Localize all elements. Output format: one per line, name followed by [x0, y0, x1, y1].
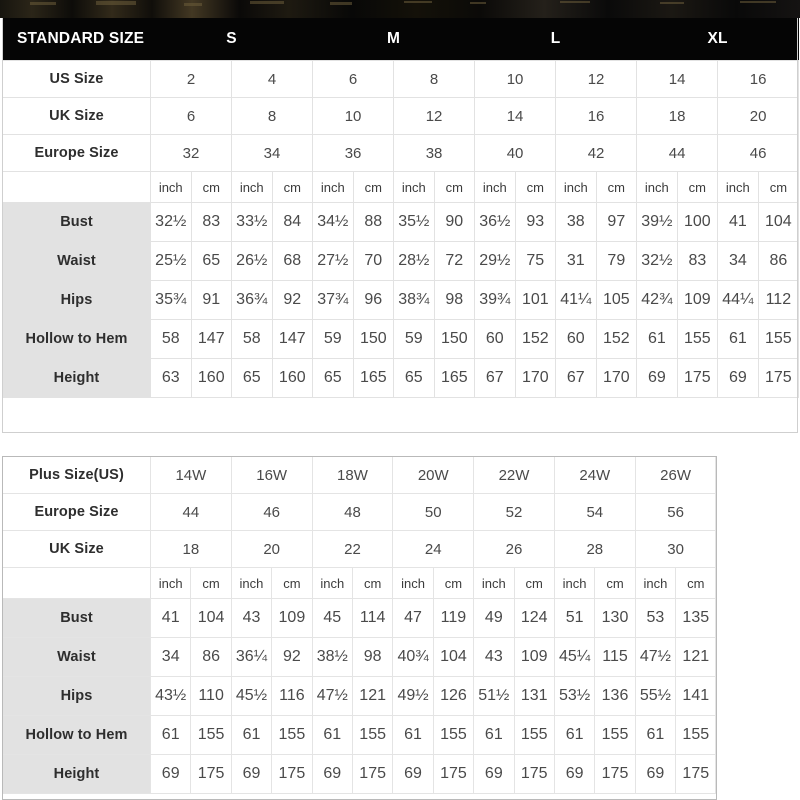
unit-cell: cm [433, 568, 473, 599]
cell: 36½ [475, 203, 516, 242]
cell: 45 [312, 599, 352, 638]
cell: 28½ [394, 242, 435, 281]
cell: 155 [676, 716, 716, 755]
cell: 68 [272, 242, 313, 281]
cell: 105 [596, 281, 637, 320]
cell: 160 [272, 359, 313, 398]
cell: 38½ [312, 638, 352, 677]
cell: 90 [434, 203, 475, 242]
cell: 135 [676, 599, 716, 638]
cell: 112 [758, 281, 799, 320]
cell: 86 [191, 638, 231, 677]
table-row [3, 494, 716, 531]
cell: 39¾ [475, 281, 516, 320]
table-row [3, 281, 799, 320]
table-row [3, 203, 799, 242]
size-group-m: M [313, 18, 475, 61]
cell: 155 [191, 716, 231, 755]
cell: 65 [394, 359, 435, 398]
standard-size-title: STANDARD SIZE [3, 18, 151, 61]
cell: 175 [758, 359, 799, 398]
unit-header-row [3, 172, 799, 203]
cell: 150 [434, 320, 475, 359]
cell: 34 [718, 242, 759, 281]
cell: 22W [474, 457, 555, 494]
size-group-s: S [151, 18, 313, 61]
unit-cell: cm [596, 172, 637, 203]
unit-cell: cm [272, 172, 313, 203]
unit-cell: cm [353, 172, 394, 203]
cell: 6 [313, 61, 394, 98]
cell: 170 [596, 359, 637, 398]
cell: 84 [272, 203, 313, 242]
cell: 72 [434, 242, 475, 281]
cell: 61 [554, 716, 594, 755]
row-label-hips: Hips [3, 281, 151, 320]
unit-cell: inch [393, 568, 433, 599]
cell: 175 [191, 755, 231, 794]
cell: 14 [475, 98, 556, 135]
cell: 104 [758, 203, 799, 242]
cell: 43 [474, 638, 514, 677]
cell: 61 [231, 716, 271, 755]
row-label-europe-size: Europe Size [3, 494, 151, 531]
unit-cell: inch [637, 172, 678, 203]
cell: 61 [635, 716, 675, 755]
cell: 175 [272, 755, 312, 794]
cell: 58 [151, 320, 192, 359]
cell: 34 [151, 638, 191, 677]
row-label-hips: Hips [3, 677, 151, 716]
cell: 24 [393, 531, 474, 568]
cell: 53½ [554, 677, 594, 716]
table-row [3, 135, 799, 172]
cell: 31 [556, 242, 597, 281]
cell: 14W [151, 457, 232, 494]
cell: 42 [556, 135, 637, 172]
standard-size-table [2, 18, 799, 398]
cell: 37¾ [313, 281, 354, 320]
cell: 35½ [394, 203, 435, 242]
cell: 75 [515, 242, 556, 281]
cell: 26½ [232, 242, 273, 281]
cell: 30 [635, 531, 716, 568]
cell: 39½ [637, 203, 678, 242]
unit-cell: inch [231, 568, 271, 599]
cell: 61 [312, 716, 352, 755]
cell: 43 [231, 599, 271, 638]
unit-header-row [3, 568, 716, 599]
cell: 59 [313, 320, 354, 359]
cell: 8 [232, 98, 313, 135]
cell: 61 [637, 320, 678, 359]
size-group-l: L [475, 18, 637, 61]
cell: 34½ [313, 203, 354, 242]
table-row [3, 638, 716, 677]
cell: 47½ [312, 677, 352, 716]
cell: 83 [677, 242, 718, 281]
cell: 50 [393, 494, 474, 531]
cell: 175 [676, 755, 716, 794]
photo-strip-remnant [0, 0, 800, 18]
cell: 147 [272, 320, 313, 359]
cell: 55½ [635, 677, 675, 716]
cell: 70 [353, 242, 394, 281]
row-label-waist: Waist [3, 638, 151, 677]
cell: 109 [514, 638, 554, 677]
cell: 150 [353, 320, 394, 359]
unit-cell: inch [151, 172, 192, 203]
cell: 175 [352, 755, 392, 794]
cell: 22 [312, 531, 393, 568]
cell: 16W [231, 457, 312, 494]
cell: 12 [394, 98, 475, 135]
unit-cell: cm [514, 568, 554, 599]
cell: 175 [433, 755, 473, 794]
cell: 54 [554, 494, 635, 531]
cell: 8 [394, 61, 475, 98]
cell: 24W [554, 457, 635, 494]
cell: 130 [595, 599, 635, 638]
cell: 160 [191, 359, 232, 398]
table-row [3, 242, 799, 281]
cell: 109 [677, 281, 718, 320]
cell: 69 [637, 359, 678, 398]
cell: 34 [232, 135, 313, 172]
cell: 155 [677, 320, 718, 359]
cell: 38¾ [394, 281, 435, 320]
cell: 20W [393, 457, 474, 494]
cell: 18 [151, 531, 232, 568]
cell: 65 [313, 359, 354, 398]
row-label-plus-size-us: Plus Size(US) [3, 457, 151, 494]
cell: 38 [394, 135, 475, 172]
cell: 6 [151, 98, 232, 135]
cell: 40¾ [393, 638, 433, 677]
unit-cell: cm [352, 568, 392, 599]
cell: 51½ [474, 677, 514, 716]
cell: 33½ [232, 203, 273, 242]
table-row [3, 599, 716, 638]
cell: 104 [191, 599, 231, 638]
row-label-empty [3, 568, 151, 599]
unit-cell: cm [677, 172, 718, 203]
cell: 69 [312, 755, 352, 794]
cell: 26 [474, 531, 555, 568]
cell: 155 [595, 716, 635, 755]
cell: 59 [394, 320, 435, 359]
cell: 53 [635, 599, 675, 638]
cell: 104 [433, 638, 473, 677]
cell: 121 [676, 638, 716, 677]
unit-cell: cm [272, 568, 312, 599]
cell: 61 [393, 716, 433, 755]
row-label-bust: Bust [3, 203, 151, 242]
cell: 121 [352, 677, 392, 716]
cell: 46 [718, 135, 799, 172]
unit-cell: cm [515, 172, 556, 203]
cell: 48 [312, 494, 393, 531]
unit-cell: cm [758, 172, 799, 203]
cell: 49½ [393, 677, 433, 716]
cell: 155 [272, 716, 312, 755]
cell: 41¼ [556, 281, 597, 320]
cell: 41 [151, 599, 191, 638]
cell: 61 [151, 716, 191, 755]
unit-cell: inch [312, 568, 352, 599]
cell: 97 [596, 203, 637, 242]
cell: 96 [353, 281, 394, 320]
cell: 58 [232, 320, 273, 359]
cell: 36¾ [232, 281, 273, 320]
table-row [3, 359, 799, 398]
cell: 61 [718, 320, 759, 359]
cell: 60 [556, 320, 597, 359]
cell: 32½ [151, 203, 192, 242]
cell: 165 [353, 359, 394, 398]
cell: 69 [474, 755, 514, 794]
cell: 175 [677, 359, 718, 398]
cell: 88 [353, 203, 394, 242]
unit-cell: inch [151, 568, 191, 599]
cell: 36 [313, 135, 394, 172]
cell: 32 [151, 135, 232, 172]
cell: 69 [635, 755, 675, 794]
cell: 91 [191, 281, 232, 320]
cell: 69 [718, 359, 759, 398]
cell: 4 [232, 61, 313, 98]
unit-cell: inch [475, 172, 516, 203]
cell: 20 [718, 98, 799, 135]
table-row [3, 457, 716, 494]
unit-cell: inch [394, 172, 435, 203]
table-row [3, 755, 716, 794]
cell: 16 [556, 98, 637, 135]
cell: 165 [434, 359, 475, 398]
table-row [3, 61, 799, 98]
cell: 114 [352, 599, 392, 638]
row-label-height: Height [3, 755, 151, 794]
cell: 61 [474, 716, 514, 755]
cell: 49 [474, 599, 514, 638]
cell: 109 [272, 599, 312, 638]
table-row [3, 320, 799, 359]
cell: 65 [232, 359, 273, 398]
cell: 44 [637, 135, 718, 172]
unit-cell: cm [434, 172, 475, 203]
cell: 93 [515, 203, 556, 242]
row-label-uk-size: UK Size [3, 531, 151, 568]
cell: 92 [272, 281, 313, 320]
table-row [3, 716, 716, 755]
row-label-bust: Bust [3, 599, 151, 638]
cell: 44¼ [718, 281, 759, 320]
cell: 10 [313, 98, 394, 135]
unit-cell: inch [556, 172, 597, 203]
cell: 86 [758, 242, 799, 281]
unit-cell: inch [313, 172, 354, 203]
cell: 79 [596, 242, 637, 281]
cell: 10 [475, 61, 556, 98]
cell: 41 [718, 203, 759, 242]
unit-cell: cm [676, 568, 716, 599]
cell: 101 [515, 281, 556, 320]
cell: 47½ [635, 638, 675, 677]
cell: 40 [475, 135, 556, 172]
unit-cell: inch [718, 172, 759, 203]
table-row [3, 98, 799, 135]
unit-cell: cm [595, 568, 635, 599]
cell: 126 [433, 677, 473, 716]
cell: 26W [635, 457, 716, 494]
cell: 115 [595, 638, 635, 677]
row-label-waist: Waist [3, 242, 151, 281]
cell: 46 [231, 494, 312, 531]
cell: 83 [191, 203, 232, 242]
cell: 98 [434, 281, 475, 320]
cell: 14 [637, 61, 718, 98]
cell: 69 [554, 755, 594, 794]
row-label-empty [3, 172, 151, 203]
cell: 63 [151, 359, 192, 398]
cell: 29½ [475, 242, 516, 281]
cell: 100 [677, 203, 718, 242]
cell: 56 [635, 494, 716, 531]
row-label-europe-size: Europe Size [3, 135, 151, 172]
row-label-us-size: US Size [3, 61, 151, 98]
unit-cell: inch [554, 568, 594, 599]
row-label-height: Height [3, 359, 151, 398]
cell: 44 [151, 494, 232, 531]
cell: 155 [514, 716, 554, 755]
cell: 98 [352, 638, 392, 677]
cell: 35¾ [151, 281, 192, 320]
unit-cell: inch [232, 172, 273, 203]
cell: 131 [514, 677, 554, 716]
unit-cell: cm [191, 172, 232, 203]
cell: 2 [151, 61, 232, 98]
size-group-xl: XL [637, 18, 799, 61]
cell: 124 [514, 599, 554, 638]
cell: 65 [191, 242, 232, 281]
row-label-hollow-to-hem: Hollow to Hem [3, 320, 151, 359]
table-row [3, 677, 716, 716]
cell: 69 [231, 755, 271, 794]
cell: 141 [676, 677, 716, 716]
table-row [3, 531, 716, 568]
cell: 47 [393, 599, 433, 638]
cell: 38 [556, 203, 597, 242]
row-label-uk-size: UK Size [3, 98, 151, 135]
cell: 16 [718, 61, 799, 98]
cell: 147 [191, 320, 232, 359]
cell: 18 [637, 98, 718, 135]
plus-size-table [2, 456, 716, 794]
cell: 152 [596, 320, 637, 359]
cell: 36¼ [231, 638, 271, 677]
cell: 20 [231, 531, 312, 568]
cell: 52 [474, 494, 555, 531]
cell: 136 [595, 677, 635, 716]
cell: 32½ [637, 242, 678, 281]
cell: 28 [554, 531, 635, 568]
unit-cell: inch [474, 568, 514, 599]
unit-cell: inch [635, 568, 675, 599]
cell: 69 [151, 755, 191, 794]
cell: 51 [554, 599, 594, 638]
cell: 175 [595, 755, 635, 794]
cell: 155 [433, 716, 473, 755]
cell: 110 [191, 677, 231, 716]
cell: 119 [433, 599, 473, 638]
cell: 27½ [313, 242, 354, 281]
cell: 175 [514, 755, 554, 794]
cell: 12 [556, 61, 637, 98]
cell: 155 [758, 320, 799, 359]
cell: 25½ [151, 242, 192, 281]
cell: 45¼ [554, 638, 594, 677]
standard-size-banner-row [3, 18, 799, 61]
cell: 116 [272, 677, 312, 716]
cell: 152 [515, 320, 556, 359]
cell: 155 [352, 716, 392, 755]
cell: 170 [515, 359, 556, 398]
cell: 45½ [231, 677, 271, 716]
cell: 69 [393, 755, 433, 794]
unit-cell: cm [191, 568, 231, 599]
cell: 18W [312, 457, 393, 494]
cell: 43½ [151, 677, 191, 716]
cell: 92 [272, 638, 312, 677]
cell: 67 [556, 359, 597, 398]
row-label-hollow-to-hem: Hollow to Hem [3, 716, 151, 755]
cell: 42¾ [637, 281, 678, 320]
cell: 60 [475, 320, 516, 359]
cell: 67 [475, 359, 516, 398]
